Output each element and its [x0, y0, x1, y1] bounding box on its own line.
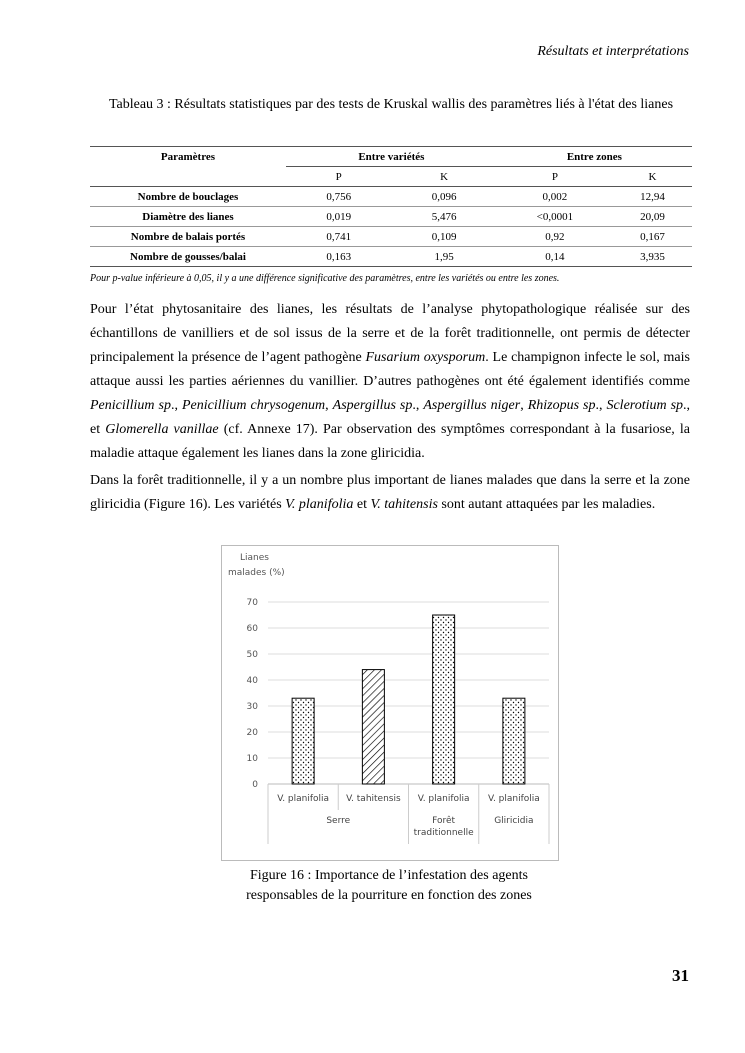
table-row — [90, 247, 692, 267]
table-cell: 0,096 — [391, 187, 496, 207]
italic-term: V. planifolia — [285, 497, 354, 512]
sub-header: K — [613, 167, 692, 187]
italic-term: Glomerella vanillae — [105, 422, 219, 437]
table-cell: <0,0001 — [497, 207, 613, 227]
bar — [362, 670, 384, 784]
table-cell: 0,109 — [391, 227, 496, 247]
italic-term: Penicillium chrysogenum — [181, 398, 326, 413]
sub-header: P — [497, 167, 613, 187]
table-cell: 20,09 — [613, 207, 692, 227]
sub-header: P — [286, 167, 391, 187]
figure-16-chart — [221, 545, 559, 861]
group-label: Gliricidia — [494, 816, 534, 826]
text-run: et — [353, 497, 371, 512]
table-cell: 0,163 — [286, 247, 391, 267]
group-label: traditionnelle — [413, 828, 474, 838]
y-tick-label: 70 — [246, 598, 258, 608]
table-cell: 0,002 — [497, 187, 613, 207]
table-row — [90, 207, 692, 227]
category-label: V. planifolia — [277, 794, 330, 804]
y-tick-label: 30 — [246, 702, 258, 712]
italic-term: Rhizopus sp — [527, 398, 596, 413]
y-axis-label: Lianes — [240, 553, 269, 563]
y-tick-label: 0 — [252, 780, 258, 790]
row-label: Nombre de balais portés — [90, 227, 286, 247]
table-cell: 1,95 — [391, 247, 496, 267]
text-run: ., et — [90, 398, 691, 437]
italic-term: V. tahitensis — [370, 497, 438, 512]
italic-term: Penicillium sp — [90, 398, 171, 413]
text-run: , — [325, 398, 333, 413]
text-run: . Le champignon infecte le sol, mais attaque aussi les parties aériennes du vanillier. D’autres pathogènes ont été également identifiés comme — [90, 350, 690, 389]
table-cell: 5,476 — [391, 207, 496, 227]
category-label: V. planifolia — [487, 794, 540, 804]
table-cell: 0,92 — [497, 227, 613, 247]
paragraph-infestation — [90, 469, 690, 517]
page-number: 31 — [672, 966, 689, 985]
table-cell: 0,14 — [497, 247, 613, 267]
table-cell: 0,167 — [613, 227, 692, 247]
text-run: ., — [595, 398, 607, 413]
figure-caption: Figure 16 : Importance de l’infestation des agents responsables de la pourriture en fonction des zones — [246, 868, 532, 903]
table-cell: 0,756 — [286, 187, 391, 207]
text-run: Pour l’état phytosanitaire des lianes, les résultats de l’analyse phytopathologique réalisée sur des échantillons de vanilliers et de sol issus de la serre et de la forêt traditionnelle, ont permis de détecter principalement la présence de l’agent pathogène — [90, 302, 690, 365]
text-run: (cf. Annexe 17). Par observation des symptômes correspondant à la fusariose, la maladie attaque également les lianes dans la zone gliricidia. — [90, 422, 690, 461]
y-tick-label: 20 — [246, 728, 258, 738]
table-cell: 12,94 — [613, 187, 692, 207]
italic-term: Fusarium oxysporum — [365, 350, 486, 365]
bar — [292, 698, 314, 784]
table-row — [90, 187, 692, 207]
italic-term: Sclerotium sp — [606, 398, 684, 413]
y-tick-label: 10 — [246, 754, 258, 764]
sub-header: K — [391, 167, 496, 187]
text-run: sont autant attaquées par les maladies. — [437, 497, 656, 512]
italic-term: Aspergillus niger — [423, 398, 521, 413]
table-cell: 0,741 — [286, 227, 391, 247]
text-run: , — [520, 398, 528, 413]
table-cell: 0,019 — [286, 207, 391, 227]
text-run: ., — [170, 398, 182, 413]
col-header-between-zones: Entre zones — [497, 147, 692, 167]
y-tick-label: 50 — [246, 650, 258, 660]
y-axis-label: malades (%) — [228, 568, 285, 578]
table-row — [90, 227, 692, 247]
kruskal-wallis-table — [90, 146, 692, 267]
col-header-between-varieties: Entre variétés — [286, 147, 497, 167]
bar — [433, 615, 455, 784]
group-label: Serre — [326, 816, 351, 826]
category-label: V. planifolia — [417, 794, 470, 804]
running-header: Résultats et interprétations — [537, 44, 689, 59]
y-tick-label: 60 — [246, 624, 258, 634]
table-caption: Tableau 3 : Résultats statistiques par des tests de Kruskal wallis des paramètres liés à l'état des lianes — [108, 97, 674, 112]
row-label: Nombre de gousses/balai — [90, 247, 286, 267]
category-label: V. tahitensis — [346, 794, 401, 804]
table-cell: 3,935 — [613, 247, 692, 267]
text-run: ., — [412, 398, 424, 413]
row-label: Diamètre des lianes — [90, 207, 286, 227]
text-run: Dans la forêt traditionnelle, il y a un nombre plus important de lianes malades que dans la serre et la zone gliricidia (Figure 16). Les variétés — [90, 473, 690, 512]
group-label: Forêt — [432, 816, 456, 826]
bar — [503, 698, 525, 784]
y-tick-label: 40 — [246, 676, 258, 686]
bar-chart — [222, 546, 558, 860]
table-note: Pour p-value inférieure à 0,05, il y a une différence significative des paramètres, entre les variétés ou entre les zones. — [90, 273, 560, 284]
paragraph-phytosanitary — [90, 298, 690, 466]
row-label: Nombre de bouclages — [90, 187, 286, 207]
col-header-parameters: Paramètres — [90, 147, 286, 167]
italic-term: Aspergillus sp — [332, 398, 413, 413]
